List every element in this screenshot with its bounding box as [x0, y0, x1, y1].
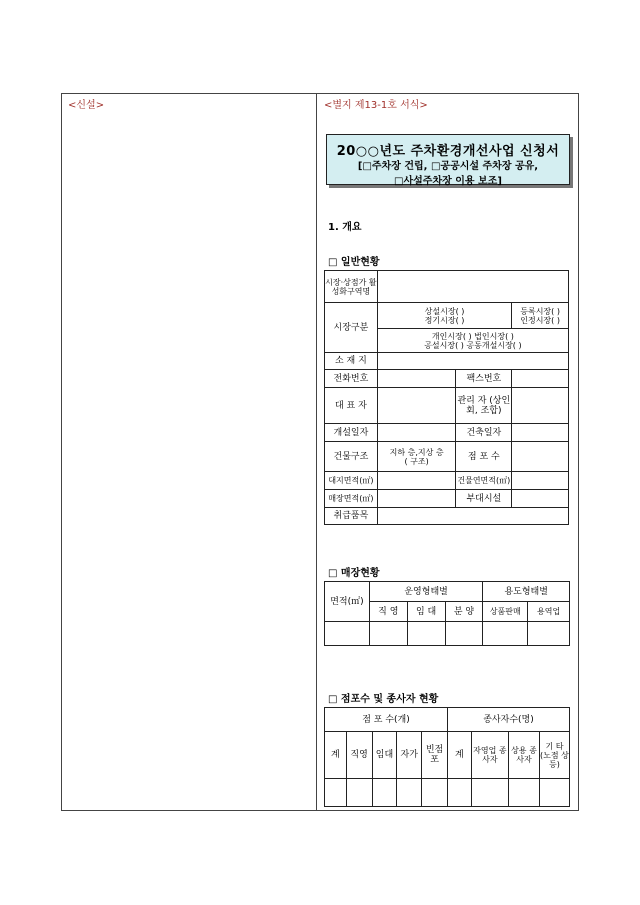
form-title: 20○○년도 주차환경개선사업 신청서	[336, 144, 560, 159]
type-opt-recognized: 인정시장( )	[520, 315, 560, 325]
type-opt-registered: 등록시장( )	[520, 306, 560, 316]
direct-label: 직 영	[369, 602, 407, 622]
op-type-label: 운영형태별	[369, 582, 483, 602]
items-label: 취급품목	[325, 508, 378, 525]
location-field[interactable]	[377, 353, 568, 370]
worker-total-label: 계	[447, 732, 471, 779]
structure-field[interactable]	[377, 442, 456, 472]
employee-field[interactable]	[508, 779, 539, 807]
market-type-opts-c[interactable]	[377, 329, 568, 353]
store-vacant-label: 빈점포	[422, 732, 448, 779]
form-subtitle-2: □사설주차장 이용 보조]	[394, 176, 502, 187]
open-date-field[interactable]	[377, 424, 456, 442]
worker-total-field[interactable]	[447, 779, 471, 807]
rep-label: 대 표 자	[325, 388, 378, 424]
goods-label: 상품판매	[483, 602, 528, 622]
other-worker-field[interactable]	[539, 779, 569, 807]
market-name-field[interactable]	[377, 271, 568, 303]
store-count-label: 점 포 수	[456, 442, 512, 472]
items-field[interactable]	[377, 508, 568, 525]
right-tag: <별지 제13-1호 서식>	[324, 100, 428, 111]
store-cnt-label: 점 포 수(개)	[325, 708, 448, 732]
direct-field[interactable]	[369, 622, 407, 646]
self-employed-field[interactable]	[471, 779, 508, 807]
land-area-label: 대지면적(㎡)	[325, 472, 378, 490]
store-vacant-field[interactable]	[422, 779, 448, 807]
section-general: □ 일반현황	[328, 257, 380, 268]
form-title-box	[326, 134, 570, 185]
store-lease-field[interactable]	[372, 779, 397, 807]
floor-area-field[interactable]	[512, 472, 569, 490]
use-type-label: 용도형태별	[483, 582, 570, 602]
store-count-field[interactable]	[512, 442, 569, 472]
type-opt-periodic: 정기시장( )	[424, 315, 465, 325]
area-field[interactable]	[325, 622, 370, 646]
worker-cnt-label: 종사자수(명)	[447, 708, 569, 732]
manager-label: 관리 자 (상인회, 조합)	[456, 388, 512, 424]
column-divider	[316, 94, 317, 810]
service-field[interactable]	[528, 622, 570, 646]
type-opt-private: 개인시장( ) 법인시장( )	[431, 331, 514, 341]
lease-label: 임 대	[407, 602, 445, 622]
store-total-label: 계	[325, 732, 347, 779]
structure-label: 건물구조	[325, 442, 378, 472]
sale-field[interactable]	[445, 622, 483, 646]
manager-field[interactable]	[512, 388, 569, 424]
self-employed-label: 자영업 종사자	[471, 732, 508, 779]
store-own-field[interactable]	[397, 779, 422, 807]
store-table	[324, 581, 570, 646]
store-lease-label: 임대	[372, 732, 397, 779]
structure-type: ( 구조)	[404, 456, 429, 466]
market-type-opts-a[interactable]	[377, 303, 511, 329]
facility-label: 부대시설	[456, 490, 512, 508]
fax-label: 팩스번호	[456, 370, 512, 388]
structure-floors: 지하 층,지상 층	[389, 447, 444, 457]
store-direct-field[interactable]	[346, 779, 372, 807]
build-date-label: 건축일자	[456, 424, 512, 442]
facility-field[interactable]	[512, 490, 569, 508]
section-overview: 1. 개요	[328, 222, 362, 233]
store-total-field[interactable]	[325, 779, 347, 807]
lease-field[interactable]	[407, 622, 445, 646]
store-area-label: 매장면적(㎡)	[325, 490, 378, 508]
phone-field[interactable]	[377, 370, 456, 388]
type-opt-permanent: 상설시장( )	[424, 306, 465, 316]
left-tag: <신설>	[68, 100, 105, 111]
type-opt-public: 공설시장( ) 공동개설시장( )	[424, 340, 522, 350]
market-type-label: 시장구분	[325, 303, 378, 353]
location-label: 소 재 지	[325, 353, 378, 370]
store-own-label: 자가	[397, 732, 422, 779]
staff-table	[324, 707, 570, 807]
rep-field[interactable]	[377, 388, 456, 424]
fax-field[interactable]	[512, 370, 569, 388]
form-page	[61, 93, 579, 811]
market-type-opts-b[interactable]	[512, 303, 569, 329]
employee-label: 상용 종사자	[508, 732, 539, 779]
open-date-label: 개설일자	[325, 424, 378, 442]
section-store: □ 매장현황	[328, 568, 380, 579]
section-staff: □ 점포수 및 종사자 현황	[328, 694, 439, 705]
goods-field[interactable]	[483, 622, 528, 646]
phone-label: 전화번호	[325, 370, 378, 388]
store-area-field[interactable]	[377, 490, 456, 508]
store-direct-label: 직영	[346, 732, 372, 779]
service-label: 용역업	[528, 602, 570, 622]
other-worker-label: 기 타 (노점 상 등)	[539, 732, 569, 779]
market-name-label: 시장·상점가 활성화구역명	[325, 271, 378, 303]
land-area-field[interactable]	[377, 472, 456, 490]
form-subtitle-1: [□주차장 건립, □공공시설 주차장 공유,	[357, 161, 539, 172]
general-table	[324, 270, 569, 525]
build-date-field[interactable]	[512, 424, 569, 442]
area-label: 면적(㎡)	[325, 582, 370, 622]
sale-label: 분 양	[445, 602, 483, 622]
floor-area-label: 건물연면적(㎡)	[456, 472, 512, 490]
